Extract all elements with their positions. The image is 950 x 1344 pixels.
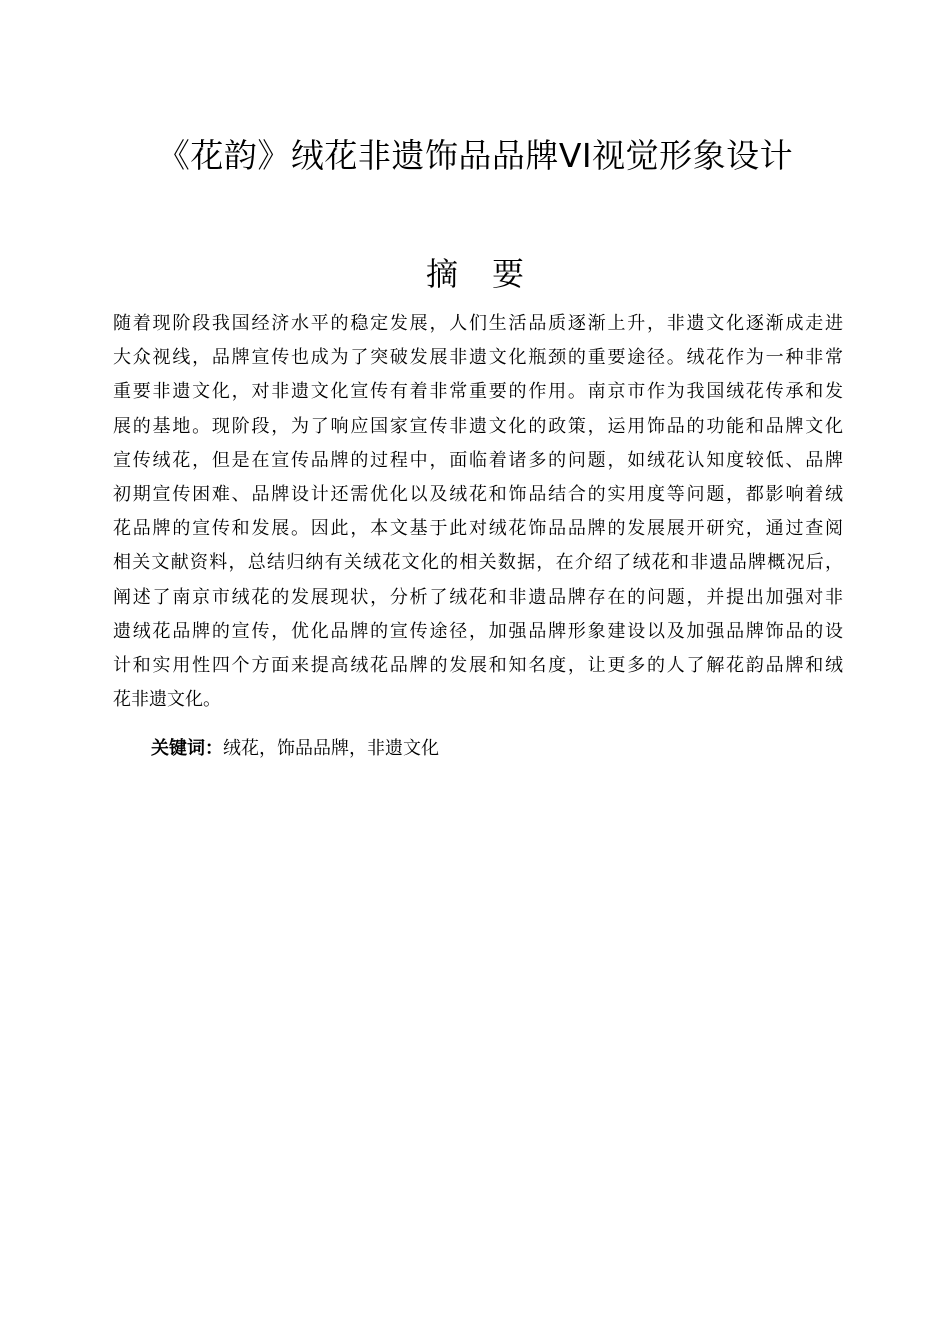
abstract-line: 阐述了南京市绒花的发展现状，分析了绒花和非遗品牌存在的问题，并提出加强对非 bbox=[113, 586, 843, 608]
abstract-line: 花非遗文化。 bbox=[113, 689, 221, 711]
keywords bbox=[151, 733, 439, 765]
abstract-line: 初期宣传困难、品牌设计还需优化以及绒花和饰品结合的实用度等问题，都影响着绒 bbox=[113, 483, 843, 505]
abstract-line: 宣传绒花，但是在宣传品牌的过程中，面临着诸多的问题，如绒花认知度较低、品牌 bbox=[113, 449, 843, 471]
abstract-line: 大众视线，品牌宣传也成为了突破发展非遗文化瓶颈的重要途径。绒花作为一种非常 bbox=[113, 347, 843, 369]
abstract-line: 相关文献资料，总结归纳有关绒花文化的相关数据，在介绍了绒花和非遗品牌概况后， bbox=[113, 552, 843, 574]
abstract-line: 重要非遗文化，对非遗文化宣传有着非常重要的作用。南京市作为我国绒花传承和发 bbox=[113, 381, 843, 403]
keywords-label: 关键词： bbox=[151, 738, 223, 759]
abstract-line: 展的基地。现阶段，为了响应国家宣传非遗文化的政策，运用饰品的功能和品牌文化 bbox=[113, 415, 843, 437]
abstract-line: 遗绒花品牌的宣传，优化品牌的宣传途径，加强品牌形象建设以及加强品牌饰品的设 bbox=[113, 620, 843, 642]
abstract-line: 花品牌的宣传和发展。因此，本文基于此对绒花饰品品牌的发展展开研究，通过查阅 bbox=[113, 518, 843, 540]
abstract-heading: 摘要 bbox=[425, 255, 558, 293]
keywords-value: 绒花，饰品品牌，非遗文化 bbox=[223, 738, 439, 759]
abstract-body bbox=[113, 307, 843, 717]
document-title: 《花韵》绒花非遗饰品品牌VI视觉形象设计 bbox=[156, 136, 794, 175]
abstract-line: 计和实用性四个方面来提高绒花品牌的发展和知名度，让更多的人了解花韵品牌和绒 bbox=[113, 654, 843, 676]
abstract-line: 随着现阶段我国经济水平的稳定发展，人们生活品质逐渐上升，非遗文化逐渐成走进 bbox=[113, 313, 843, 334]
